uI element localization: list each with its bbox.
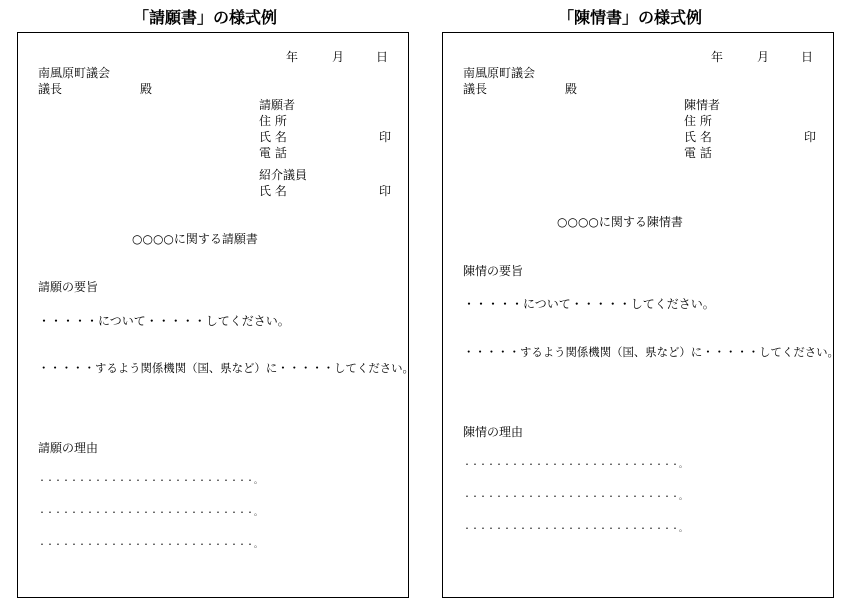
statement-heading: 「陳情書」の様式例 bbox=[558, 8, 703, 27]
statement-gist-line-1: ・・・・・について・・・・・してください。 bbox=[463, 297, 715, 311]
petition-phone-label: 電 話 bbox=[259, 146, 287, 160]
statement-chair: 議長 bbox=[463, 82, 488, 96]
petition-gist-line-2: ・・・・・するよう関係機関（国、県など）に・・・・・してください。 bbox=[38, 361, 414, 375]
statement-phone-label: 電 話 bbox=[684, 146, 712, 160]
petition-date-day: 日 bbox=[376, 50, 389, 64]
statement-subject: ○○○○に関する陳情書 bbox=[557, 215, 683, 229]
petition-form bbox=[17, 32, 414, 598]
statement-gist-heading: 陳情の要旨 bbox=[463, 264, 524, 278]
statement-date-day: 日 bbox=[801, 50, 814, 64]
petition-name-label: 氏 名 bbox=[259, 130, 287, 144]
petition-applicant-label: 請願者 bbox=[259, 98, 296, 112]
petition-reason-line-3: ・・・・・・・・・・・・・・・・・・・・・・・・・・・。 bbox=[38, 540, 262, 549]
petition-address-label: 住 所 bbox=[259, 114, 287, 128]
petition-reason-heading: 請願の理由 bbox=[38, 441, 99, 455]
statement-addressee: 南風原町議会 bbox=[463, 66, 536, 80]
petition-subject: ○○○○に関する請願書 bbox=[132, 232, 258, 246]
statement-address-label: 住 所 bbox=[684, 114, 712, 128]
petition-chair: 議長 bbox=[38, 82, 63, 96]
petition-honorific: 殿 bbox=[140, 82, 153, 96]
statement-reason-heading: 陳情の理由 bbox=[463, 425, 524, 439]
statement-reason-line-3: ・・・・・・・・・・・・・・・・・・・・・・・・・・・。 bbox=[463, 524, 687, 533]
petition-gist-line-1: ・・・・・について・・・・・してください。 bbox=[38, 314, 290, 328]
statement-gist-line-2: ・・・・・するよう関係機関（国、県など）に・・・・・してください。 bbox=[463, 345, 839, 359]
petition-heading: 「請願書」の様式例 bbox=[133, 8, 278, 27]
statement-honorific: 殿 bbox=[565, 82, 578, 96]
statement-reason-line-2: ・・・・・・・・・・・・・・・・・・・・・・・・・・・。 bbox=[463, 492, 687, 501]
petition-introducer-label: 紹介議員 bbox=[259, 168, 308, 182]
petition-reason-line-2: ・・・・・・・・・・・・・・・・・・・・・・・・・・・。 bbox=[38, 508, 262, 517]
statement-form bbox=[442, 32, 839, 598]
statement-applicant-label: 陳情者 bbox=[684, 98, 721, 112]
statement-date-month: 月 bbox=[757, 50, 770, 64]
statement-date-year: 年 bbox=[711, 50, 724, 64]
petition-addressee: 南風原町議会 bbox=[38, 66, 111, 80]
statement-reason-line-1: ・・・・・・・・・・・・・・・・・・・・・・・・・・・。 bbox=[463, 460, 687, 469]
petition-date-year: 年 bbox=[286, 50, 299, 64]
petition-introducer-name-label: 氏 名 bbox=[259, 184, 287, 198]
petition-reason-line-1: ・・・・・・・・・・・・・・・・・・・・・・・・・・・。 bbox=[38, 476, 262, 485]
petition-date-month: 月 bbox=[332, 50, 345, 64]
statement-seal: 印 bbox=[804, 130, 817, 144]
statement-name-label: 氏 名 bbox=[684, 130, 712, 144]
petition-seal: 印 bbox=[379, 130, 392, 144]
petition-introducer-seal: 印 bbox=[379, 184, 392, 198]
petition-gist-heading: 請願の要旨 bbox=[38, 280, 99, 294]
